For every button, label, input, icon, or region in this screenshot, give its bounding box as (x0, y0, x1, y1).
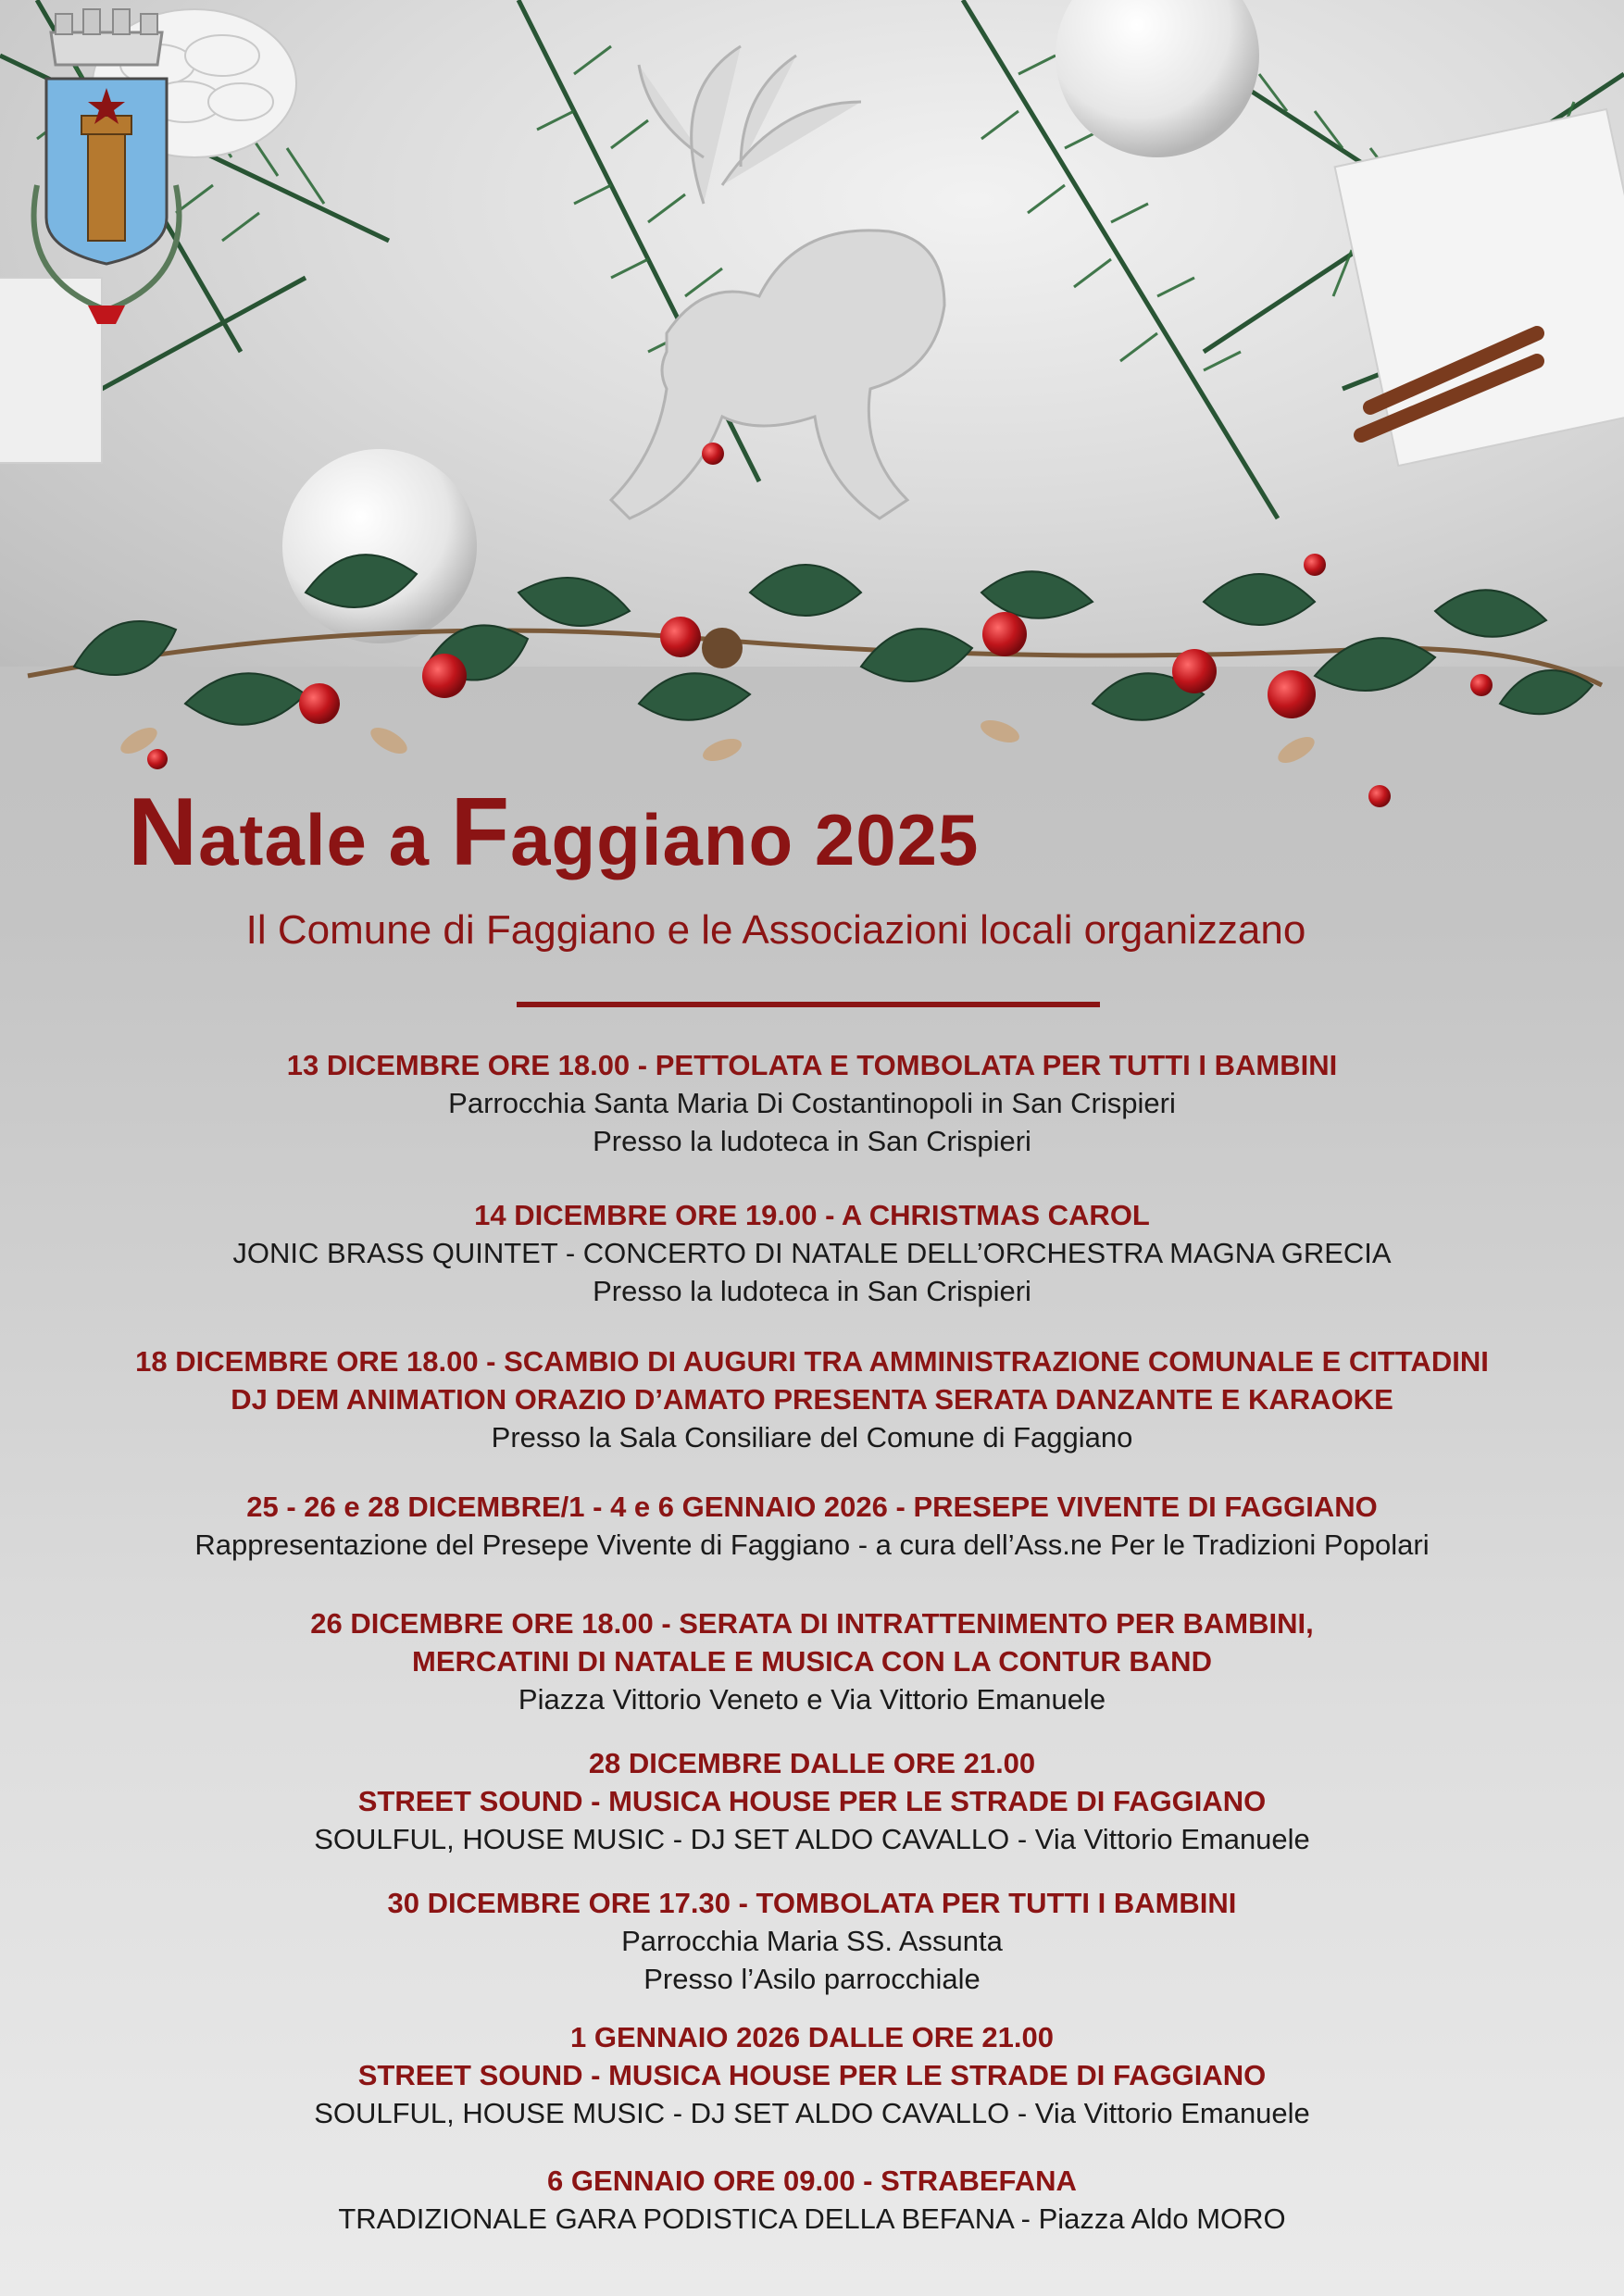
event-item (0, 1342, 1624, 1456)
event-detail: SOULFUL, HOUSE MUSIC - DJ SET ALDO CAVALLO - Via Vittorio Emanuele (314, 1823, 1310, 1855)
event-detail: Presso la ludoteca in San Crispieri (593, 1125, 1031, 1157)
event-detail: Parrocchia Santa Maria Di Costantinopoli in San Crispieri (448, 1087, 1176, 1119)
event-heading: 6 GENNAIO ORE 09.00 - STRABEFANA (547, 2165, 1077, 2197)
white-ornament (1056, 0, 1259, 157)
event-heading: 14 DICEMBRE ORE 19.00 - A CHRISTMAS CAROL (474, 1199, 1150, 1231)
event-heading: 28 DICEMBRE DALLE ORE 21.00 (588, 1747, 1036, 1779)
event-detail: Presso l’Asilo parrocchiale (643, 1963, 981, 1995)
municipal-crest-logo (0, 0, 213, 333)
holly-garland (28, 443, 1602, 807)
event-heading: MERCATINI DI NATALE E MUSICA CON LA CONTUR BAND (412, 1645, 1212, 1678)
white-ornament (282, 449, 477, 643)
event-heading: 25 - 26 e 28 DICEMBRE/1 - 4 e 6 GENNAIO 2026 - PRESEPE VIVENTE DI FAGGIANO (246, 1491, 1378, 1523)
event-item (0, 2018, 1624, 2132)
event-item (0, 1046, 1624, 1160)
title-text: atale a (198, 799, 451, 880)
event-heading: 1 GENNAIO 2026 DALLE ORE 21.00 (569, 2021, 1055, 2053)
divider (517, 1002, 1100, 1007)
subtitle-text: Il Comune di Faggiano e le Associazioni locali organizzano (245, 907, 1306, 953)
event-heading: STREET SOUND - MUSICA HOUSE PER LE STRADE DI FAGGIANO (357, 1785, 1267, 1817)
event-heading: DJ DEM ANIMATION ORAZIO D’AMATO PRESENTA SERATA DANZANTE E KARAOKE (231, 1383, 1393, 1416)
event-detail: TRADIZIONALE GARA PODISTICA DELLA BEFANA - Piazza Aldo MORO (338, 2202, 1286, 2235)
event-item (0, 1744, 1624, 1858)
event-item (0, 1196, 1624, 1310)
event-item (0, 1604, 1624, 1718)
title-initial: F (450, 779, 511, 886)
event-item (0, 1884, 1624, 1998)
event-heading: 30 DICEMBRE ORE 17.30 - TOMBOLATA PER TUTTI I BAMBINI (387, 1887, 1237, 1919)
event-detail: Rappresentazione del Presepe Vivente di Faggiano - a cura dell’Ass.ne Per le Tradizioni Popolari (194, 1529, 1430, 1561)
event-heading: 13 DICEMBRE ORE 18.00 - PETTOLATA E TOMBOLATA PER TUTTI I BAMBINI (286, 1049, 1338, 1081)
subtitle (0, 907, 1624, 954)
event-heading: 18 DICEMBRE ORE 18.00 - SCAMBIO DI AUGURI TRA AMMINISTRAZIONE COMUNALE E CITTADINI (135, 1345, 1489, 1378)
event-detail: Presso la ludoteca in San Crispieri (593, 1275, 1031, 1307)
banner-decoration-illustration (0, 0, 1624, 833)
event-detail: Piazza Vittorio Veneto e Via Vittorio Emanuele (518, 1683, 1106, 1716)
event-heading: STREET SOUND - MUSICA HOUSE PER LE STRADE DI FAGGIANO (357, 2059, 1267, 2091)
title-text: aggiano 2025 (510, 799, 980, 880)
event-heading: 26 DICEMBRE ORE 18.00 - SERATA DI INTRATTENIMENTO PER BAMBINI, (310, 1607, 1314, 1640)
event-detail: JONIC BRASS QUINTET - CONCERTO DI NATALE DELL’ORCHESTRA MAGNA GRECIA (232, 1237, 1392, 1269)
title-initial: N (128, 779, 199, 886)
event-item (0, 2162, 1624, 2238)
event-detail: Presso la Sala Consiliare del Comune di Faggiano (491, 1421, 1133, 1454)
page-title (128, 778, 979, 888)
christmas-banner (0, 0, 1624, 833)
event-item (0, 1488, 1624, 1564)
event-detail: SOULFUL, HOUSE MUSIC - DJ SET ALDO CAVALLO - Via Vittorio Emanuele (314, 2097, 1310, 2129)
event-detail: Parrocchia Maria SS. Assunta (621, 1925, 1003, 1957)
